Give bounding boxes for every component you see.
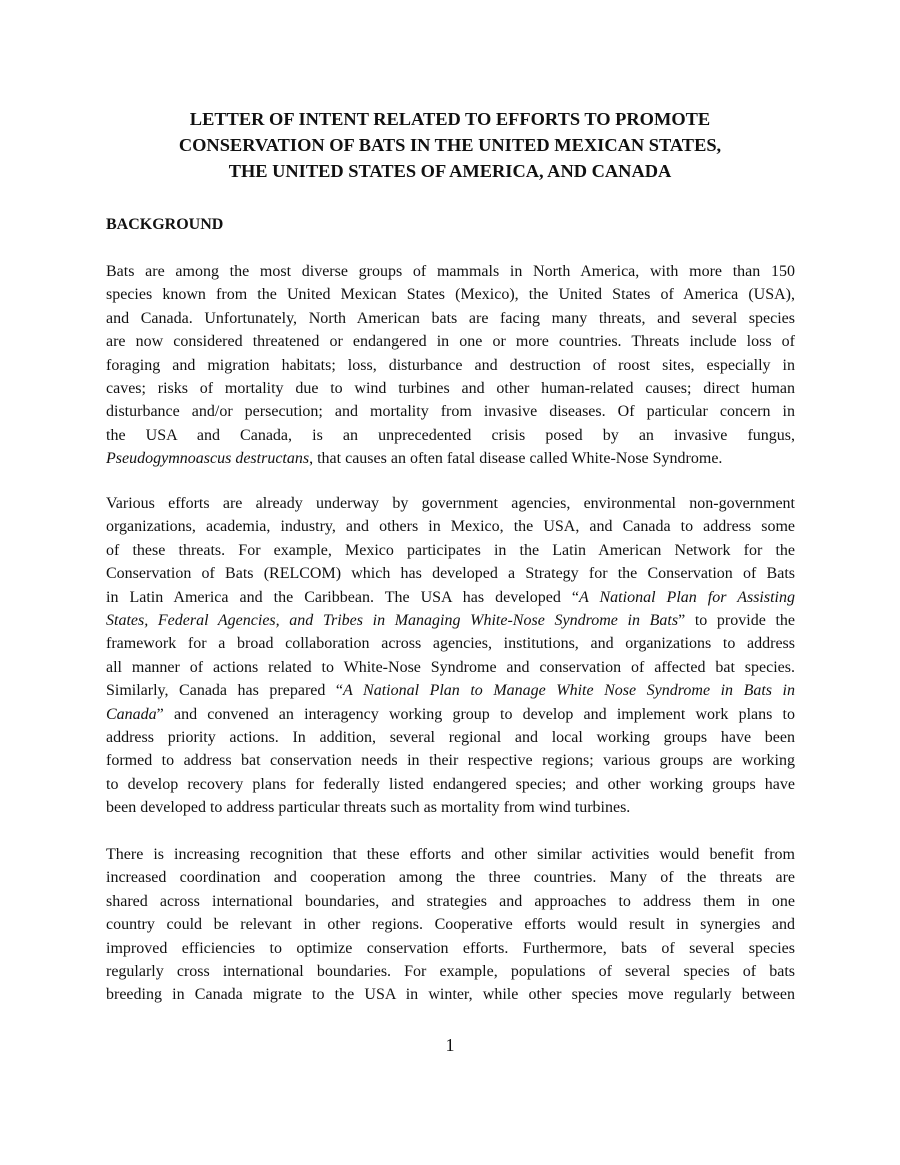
text-line: breeding in Canada migrate to the USA in winter, while other species move regularly between bbox=[106, 986, 795, 1004]
text-line: formed to address bat conservation needs in their respective regions; various groups are working bbox=[106, 752, 795, 770]
text-run: Similarly, Canada has prepared “ bbox=[106, 682, 344, 700]
plan-title: States, Federal Agencies, and Tribes in Managing White-Nose Syndrome in Bats bbox=[106, 611, 679, 629]
paragraph-2 bbox=[106, 492, 795, 819]
text-line: the USA and Canada, is an unprecedented crisis posed by an invasive fungus, bbox=[106, 426, 795, 444]
title-line: LETTER OF INTENT RELATED TO EFFORTS TO PROMOTE bbox=[189, 109, 711, 129]
text-line: all manner of actions related to White-Nose Syndrome and conservation of affected bat species. bbox=[106, 658, 795, 676]
text-line: address priority actions. In addition, several regional and local working groups have been bbox=[106, 728, 795, 746]
title-line: THE UNITED STATES OF AMERICA, AND CANADA bbox=[228, 161, 672, 181]
text-line: been developed to address particular threats such as mortality from wind turbines. bbox=[106, 799, 631, 817]
plan-title: A National Plan to Manage White Nose Syndrome in Bats in bbox=[343, 682, 795, 700]
text-line: to develop recovery plans for federally listed endangered species; and other working groups have bbox=[106, 775, 795, 793]
text-line: Conservation of Bats (RELCOM) which has developed a Strategy for the Conservation of Bats bbox=[106, 565, 795, 583]
text-run: in Latin America and the Caribbean. The USA has developed “ bbox=[106, 588, 579, 606]
text-line: shared across international boundaries, and strategies and approaches to address them in one bbox=[106, 892, 795, 910]
text-line: There is increasing recognition that these efforts and other similar activities would benefit from bbox=[106, 846, 795, 863]
text-line bbox=[106, 609, 795, 632]
text-line: country could be relevant in other regions. Cooperative efforts would result in synergies and bbox=[106, 916, 795, 934]
text-line bbox=[106, 447, 795, 470]
paragraph-3 bbox=[106, 843, 795, 1007]
page-number: 1 bbox=[445, 1035, 455, 1055]
document-title bbox=[100, 106, 800, 184]
text-line: species known from the United Mexican States (Mexico), the United States of America (USA), bbox=[106, 286, 795, 304]
title-line: CONSERVATION OF BATS IN THE UNITED MEXICAN STATES, bbox=[178, 135, 722, 155]
text-line: regularly cross international boundaries. For example, populations of several species of bats bbox=[106, 962, 795, 980]
text-line: improved efficiencies to optimize conservation efforts. Furthermore, bats of several species bbox=[106, 939, 795, 957]
text-line bbox=[106, 586, 795, 609]
text-line: organizations, academia, industry, and others in Mexico, the USA, and Canada to address some bbox=[106, 518, 795, 536]
text-line: foraging and migration habitats; loss, disturbance and destruction of roost sites, especially in bbox=[106, 356, 795, 374]
paragraph-1 bbox=[106, 260, 795, 471]
text-line: increased coordination and cooperation among the three countries. Many of the threats are bbox=[106, 869, 795, 887]
species-name: Pseudogymnoascus destructans bbox=[106, 450, 310, 468]
plan-title: Canada bbox=[106, 705, 157, 723]
text-line: Bats are among the most diverse groups of mammals in North America, with more than 150 bbox=[106, 263, 795, 280]
text-line: disturbance and/or persecution; and mortality from invasive diseases. Of particular concern in bbox=[106, 403, 795, 421]
text-line: of these threats. For example, Mexico participates in the Latin American Network for the bbox=[106, 541, 795, 559]
text-line bbox=[106, 679, 795, 702]
text-run: ” and convened an interagency working group to develop and implement work plans to bbox=[156, 705, 795, 723]
text-line: are now considered threatened or endangered in one or more countries. Threats include loss of bbox=[106, 333, 795, 351]
plan-title: A National Plan for Assisting bbox=[579, 588, 795, 606]
text-line: caves; risks of mortality due to wind turbines and other human-related causes; direct human bbox=[106, 379, 795, 397]
text-line: Various efforts are already underway by government agencies, environmental non-government bbox=[106, 495, 795, 512]
text-line: and Canada. Unfortunately, North American bats are facing many threats, and several species bbox=[106, 309, 795, 327]
text-line: framework for a broad collaboration across agencies, institutions, and organizations to address bbox=[106, 635, 795, 653]
text-run: , that causes an often fatal disease called White-Nose Syndrome. bbox=[309, 450, 723, 468]
section-heading: BACKGROUND bbox=[106, 216, 224, 233]
text-line bbox=[106, 703, 795, 726]
text-run: ” to provide the bbox=[678, 611, 795, 629]
